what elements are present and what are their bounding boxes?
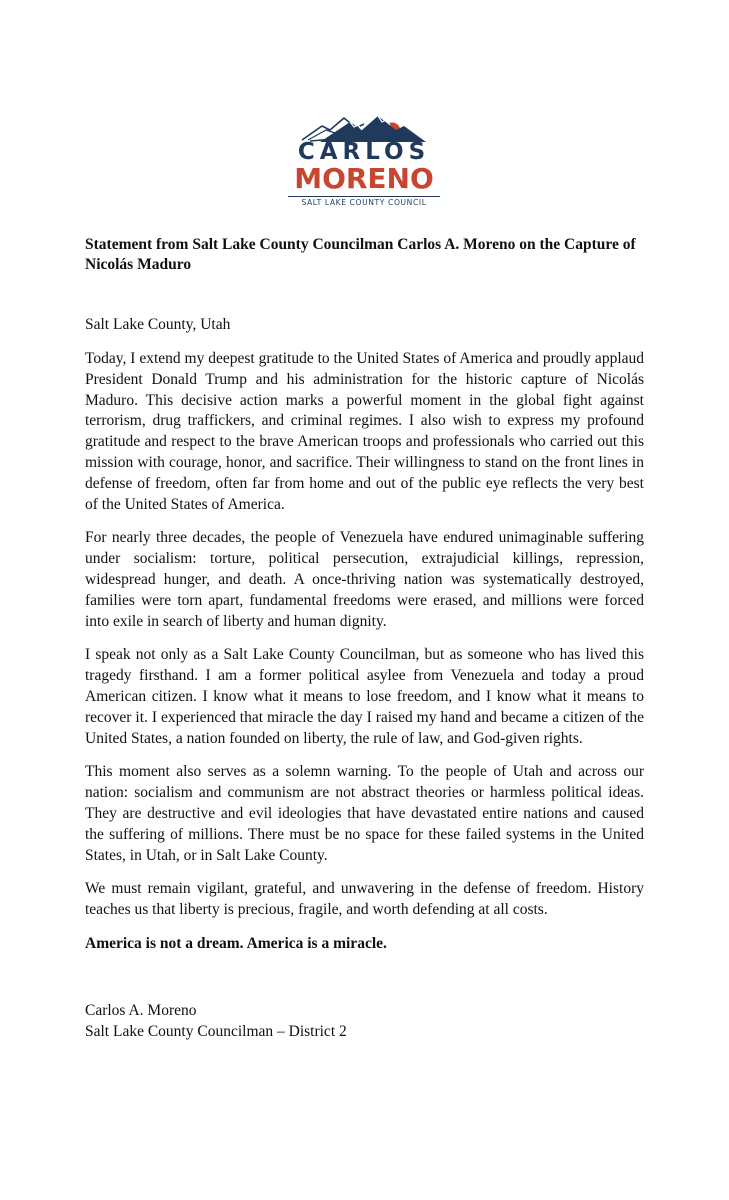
signature-position: Salt Lake County Councilman – District 2 — [85, 1023, 347, 1040]
logo — [282, 112, 446, 208]
paragraph-1: Today, I extend my deepest gratitude to the United States of America and proudly applaud President Donald Trump and his administration for the historic capture of Nicolás Maduro. This decisive action marks a powerful moment in the global fight against terrorism, drug traffickers, and criminal regimes. I also wish to express my profound gratitude and respect to the brave American troops and professionals who carried out this mission with courage, honor, and sacrifice. Their willingness to stand on the front lines in defense of freedom, often far from home and out of the public eye reflects the very best of the United States of America. — [85, 350, 644, 513]
logo-divider — [288, 196, 440, 197]
dateline-location: Salt Lake County, Utah — [85, 316, 231, 333]
paragraph-5: We must remain vigilant, grateful, and unwavering in the defense of freedom. History teaches us that liberty is precious, fragile, and worth defending at all costs. — [85, 880, 644, 919]
logo-subtitle: SALT LAKE COUNTY COUNCIL — [301, 198, 427, 207]
logo-first-name: CARLOS — [297, 139, 431, 165]
closing-statement: America is not a dream. America is a miracle. — [85, 934, 387, 952]
paragraph-2: For nearly three decades, the people of Venezuela have endured unimaginable suffering under socialism: torture, political persecution, extrajudicial killings, repression, widespread hunger, and death. A once-thriving nation was systematically destroyed, families were torn apart, fundamental freedoms were erased, and millions were forced into exile in search of liberty and human dignity. — [85, 529, 644, 630]
signature-name: Carlos A. Moreno — [85, 1002, 197, 1019]
statement-body — [85, 235, 644, 954]
logo-last-name: MORENO — [294, 162, 434, 195]
signature-block — [85, 1000, 485, 1042]
mountains-sun-icon — [300, 112, 428, 142]
paragraph-3: I speak not only as a Salt Lake County Councilman, but as someone who has lived this tragedy firsthand. I am a former political asylee from Venezuela and today a proud American citizen. I know what it means to lose freedom, and I know what it means to recover it. I experienced that miracle the day I raised my hand and became a citizen of the United States, a nation founded on liberty, the rule of law, and God-given rights. — [85, 646, 644, 747]
paragraph-4: This moment also serves as a solemn warning. To the people of Utah and across our nation: socialism and communism are not abstract theories or harmless political ideas. They are destructive and evil ideologies that have devastated entire nations and caused the suffering of millions. There must be no space for these failed systems in the United States, in Utah, or in Salt Lake County. — [85, 763, 644, 864]
statement-title: Statement from Salt Lake County Councilman Carlos A. Moreno on the Capture of Nicolás Maduro — [85, 236, 636, 273]
